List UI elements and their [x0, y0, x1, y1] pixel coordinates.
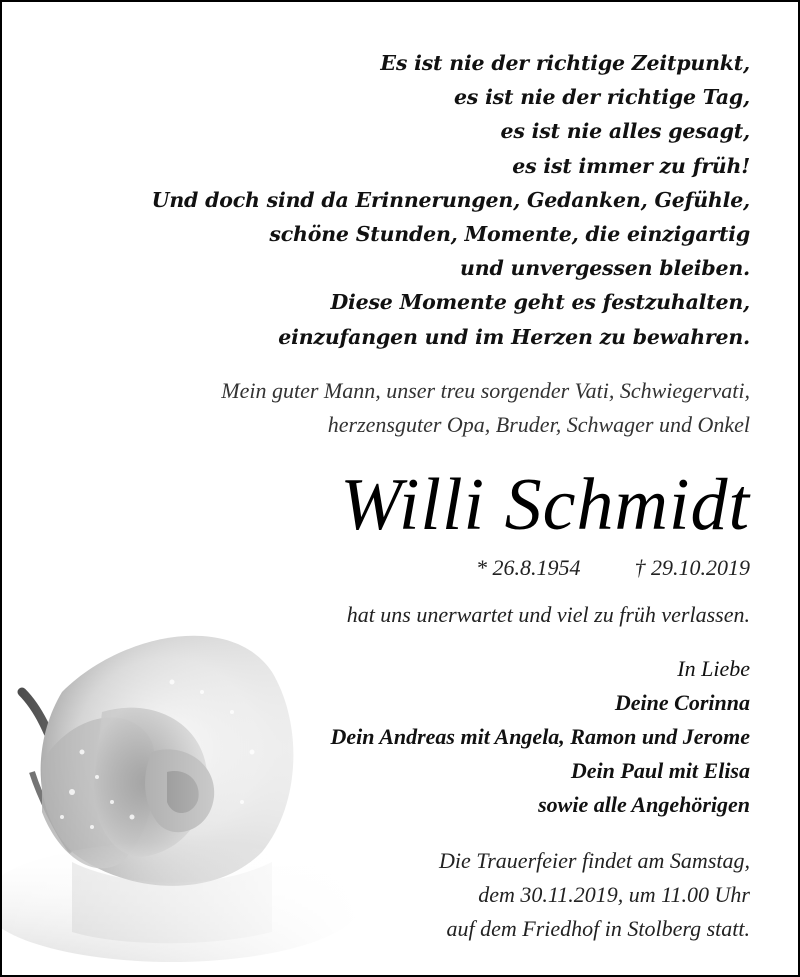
poem-line: es ist nie alles gesagt, [500, 119, 750, 144]
in-love-label: In Liebe [677, 656, 750, 681]
intro-text [221, 374, 750, 442]
funeral-line: dem 30.11.2019, um 11.00 Uhr [478, 882, 750, 907]
poem-line: schöne Stunden, Momente, die einzigartig [269, 222, 750, 247]
poem-line: es ist nie der richtige Tag, [453, 85, 750, 110]
passing-text: hat uns unerwartet und viel zu früh verlassen. [346, 602, 750, 627]
intro-line: herzensguter Opa, Bruder, Schwager und Onkel [327, 412, 750, 437]
family-line: sowie alle Angehörigen [538, 792, 750, 817]
poem-line: und unvergessen bleiben. [460, 256, 750, 281]
poem-line: Und doch sind da Erinnerungen, Gedanken, Gefühle, [151, 187, 750, 212]
funeral-info [439, 844, 750, 946]
signoff [331, 652, 750, 822]
poem-line: es ist immer zu früh! [512, 153, 750, 178]
rose-image [2, 602, 362, 977]
poem-line: Diese Momente geht es festzuhalten, [330, 290, 750, 315]
intro-line: Mein guter Mann, unser treu sorgender Vati, Schwiegervati, [221, 378, 750, 403]
family-line: Dein Paul mit Elisa [570, 758, 750, 783]
deceased-name: Willi Schmidt [340, 464, 750, 546]
family-line: Dein Andreas mit Angela, Ramon und Jerome [330, 724, 750, 749]
death-date: † 29.10.2019 [634, 555, 750, 580]
poem-line: Es ist nie der richtige Zeitpunkt, [380, 51, 750, 75]
family-line: Deine Corinna [614, 690, 750, 715]
life-dates [476, 554, 750, 582]
birth-date: * 26.8.1954 [476, 555, 581, 580]
poem [152, 46, 750, 354]
poem-line: einzufangen und im Herzen zu bewahren. [278, 324, 750, 349]
funeral-line: Die Trauerfeier findet am Samstag, [438, 848, 750, 873]
funeral-line: auf dem Friedhof in Stolberg statt. [446, 916, 750, 941]
